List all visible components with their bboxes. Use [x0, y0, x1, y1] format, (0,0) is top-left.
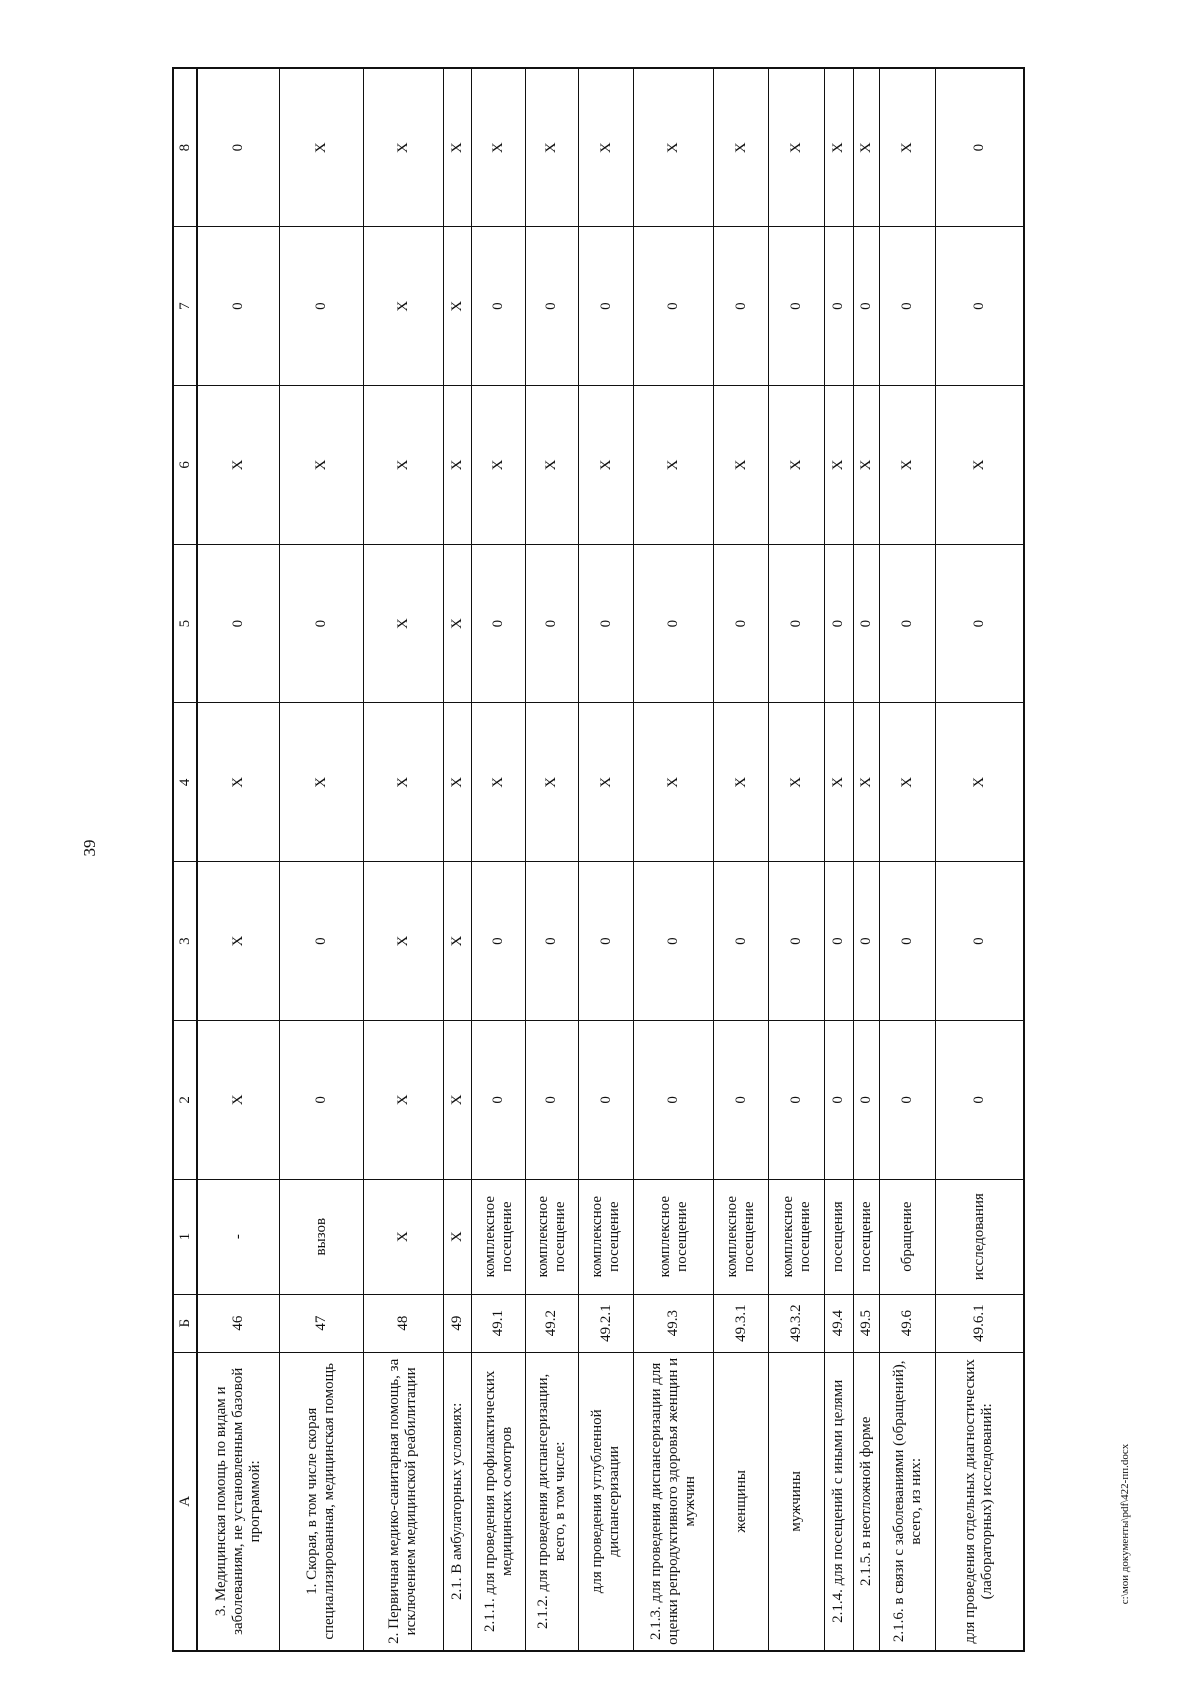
- cell-col-7: 0: [769, 227, 824, 386]
- cell-col-8: X: [443, 68, 472, 227]
- table-row: [853, 68, 880, 1651]
- cell-col-2: 0: [769, 1020, 824, 1179]
- table-row: [443, 68, 472, 1651]
- cell-code: 49.6: [880, 1294, 935, 1352]
- cell-name: мужчины: [769, 1352, 824, 1651]
- cell-unit: посещение: [853, 1179, 880, 1294]
- cell-col-8: X: [578, 68, 633, 227]
- cell-code: 49.2.1: [578, 1294, 633, 1352]
- header-col-b: Б: [173, 1294, 197, 1352]
- cell-col-7: 0: [525, 227, 578, 386]
- cell-code: 49.6.1: [935, 1294, 1024, 1352]
- cell-col-8: X: [769, 68, 824, 227]
- table-row: [634, 68, 714, 1651]
- cell-name: 2. Первичная медико-санитарная помощь, за исключением медицинской реабилитации: [363, 1352, 443, 1651]
- cell-col-2: 0: [853, 1020, 880, 1179]
- cell-code: 49.3.1: [714, 1294, 769, 1352]
- cell-col-4: X: [443, 703, 472, 862]
- cell-col-5: 0: [880, 544, 935, 703]
- cell-col-2: X: [197, 1020, 279, 1179]
- cell-col-3: 0: [525, 862, 578, 1021]
- cell-col-8: X: [634, 68, 714, 227]
- cell-col-3: 0: [935, 862, 1024, 1021]
- cell-col-5: 0: [935, 544, 1024, 703]
- cell-col-4: X: [634, 703, 714, 862]
- cell-unit: обращение: [880, 1179, 935, 1294]
- footer-file-path: [1119, 1443, 1131, 1605]
- cell-col-8: X: [279, 68, 363, 227]
- table-body: [197, 68, 1024, 1651]
- header-col-1: 1: [173, 1179, 197, 1294]
- cell-col-4: X: [935, 703, 1024, 862]
- cell-col-2: 0: [279, 1020, 363, 1179]
- cell-col-5: 0: [578, 544, 633, 703]
- cell-col-4: X: [578, 703, 633, 862]
- cell-code: 49.4: [824, 1294, 853, 1352]
- cell-col-7: 0: [197, 227, 279, 386]
- cell-col-5: 0: [853, 544, 880, 703]
- cell-col-6: X: [279, 386, 363, 545]
- cell-col-6: X: [197, 386, 279, 545]
- cell-col-3: X: [443, 862, 472, 1021]
- cell-col-3: 0: [880, 862, 935, 1021]
- cell-name: 2.1.6. в связи с заболеваниями (обращений), всего, из них:: [880, 1352, 935, 1651]
- footer-file-path-text: c:\мои документы\pdf\422-пп.docx: [1119, 1443, 1131, 1605]
- cell-col-8: X: [363, 68, 443, 227]
- page-number: 39: [80, 839, 99, 857]
- table-row: [279, 68, 363, 1651]
- cell-code: 47: [279, 1294, 363, 1352]
- cell-unit: X: [363, 1179, 443, 1294]
- cell-unit: комплексное посещение: [714, 1179, 769, 1294]
- cell-code: 49.2: [525, 1294, 578, 1352]
- cell-code: 49.1: [472, 1294, 525, 1352]
- table-row: [578, 68, 633, 1651]
- cell-col-7: 0: [935, 227, 1024, 386]
- cell-col-5: 0: [197, 544, 279, 703]
- cell-col-7: 0: [578, 227, 633, 386]
- cell-col-6: X: [363, 386, 443, 545]
- cell-col-6: X: [634, 386, 714, 545]
- cell-code: 49.5: [853, 1294, 880, 1352]
- cell-unit: комплексное посещение: [472, 1179, 525, 1294]
- cell-name: 2.1.1. для проведения профилактических медицинских осмотров: [472, 1352, 525, 1651]
- cell-unit: вызов: [279, 1179, 363, 1294]
- cell-col-4: X: [279, 703, 363, 862]
- cell-name: 2.1. В амбулаторных условиях:: [443, 1352, 472, 1651]
- cell-col-6: X: [824, 386, 853, 545]
- cell-col-3: 0: [853, 862, 880, 1021]
- cell-col-4: X: [363, 703, 443, 862]
- cell-col-4: X: [525, 703, 578, 862]
- cell-col-6: X: [578, 386, 633, 545]
- cell-col-5: 0: [634, 544, 714, 703]
- table-row: [824, 68, 853, 1651]
- cell-code: 48: [363, 1294, 443, 1352]
- cell-col-8: X: [824, 68, 853, 227]
- cell-col-8: X: [714, 68, 769, 227]
- cell-col-2: 0: [714, 1020, 769, 1179]
- cell-col-3: 0: [769, 862, 824, 1021]
- cell-col-2: 0: [880, 1020, 935, 1179]
- cell-col-5: 0: [472, 544, 525, 703]
- cell-col-3: 0: [634, 862, 714, 1021]
- cell-col-7: 0: [279, 227, 363, 386]
- cell-col-3: 0: [279, 862, 363, 1021]
- header-col-5: 5: [173, 544, 197, 703]
- cell-col-4: X: [853, 703, 880, 862]
- cell-col-2: X: [443, 1020, 472, 1179]
- cell-col-2: X: [363, 1020, 443, 1179]
- cell-unit: X: [443, 1179, 472, 1294]
- cell-code: 49.3: [634, 1294, 714, 1352]
- data-table: [172, 67, 1025, 1652]
- table-row: [714, 68, 769, 1651]
- cell-col-5: 0: [824, 544, 853, 703]
- cell-col-6: X: [853, 386, 880, 545]
- table-row: [197, 68, 279, 1651]
- cell-col-6: X: [769, 386, 824, 545]
- cell-col-3: X: [197, 862, 279, 1021]
- cell-unit: исследования: [935, 1179, 1024, 1294]
- header-col-8: 8: [173, 68, 197, 227]
- cell-col-4: X: [714, 703, 769, 862]
- cell-name: для проведения отдельных диагностических (лабораторных) исследований:: [935, 1352, 1024, 1651]
- cell-col-7: X: [363, 227, 443, 386]
- cell-unit: комплексное посещение: [525, 1179, 578, 1294]
- header-col-a: А: [173, 1352, 197, 1651]
- cell-col-8: X: [853, 68, 880, 227]
- cell-unit: комплексное посещение: [578, 1179, 633, 1294]
- cell-col-7: X: [443, 227, 472, 386]
- cell-unit: комплексное посещение: [769, 1179, 824, 1294]
- cell-code: 46: [197, 1294, 279, 1352]
- cell-col-4: X: [197, 703, 279, 862]
- cell-name: 1. Скорая, в том числе скорая специализированная, медицинская помощь: [279, 1352, 363, 1651]
- cell-col-6: X: [443, 386, 472, 545]
- table-row: [769, 68, 824, 1651]
- cell-col-3: 0: [472, 862, 525, 1021]
- header-col-7: 7: [173, 227, 197, 386]
- table-row: [935, 68, 1024, 1651]
- cell-unit: посещения: [824, 1179, 853, 1294]
- cell-col-5: 0: [279, 544, 363, 703]
- cell-col-7: 0: [824, 227, 853, 386]
- cell-col-2: 0: [578, 1020, 633, 1179]
- table-row: [525, 68, 578, 1651]
- table-wrapper: [172, 67, 1025, 1652]
- cell-name: 2.1.2. для проведения диспансеризации, всего, в том числе:: [525, 1352, 578, 1651]
- cell-col-7: 0: [714, 227, 769, 386]
- cell-code: 49.3.2: [769, 1294, 824, 1352]
- cell-col-4: X: [824, 703, 853, 862]
- cell-col-6: X: [472, 386, 525, 545]
- cell-col-4: X: [880, 703, 935, 862]
- table-row: [472, 68, 525, 1651]
- cell-col-6: X: [714, 386, 769, 545]
- cell-name: 3. Медицинская помощь по видам и заболеваниям, не установленным базовой программой:: [197, 1352, 279, 1651]
- cell-col-8: 0: [935, 68, 1024, 227]
- cell-col-2: 0: [634, 1020, 714, 1179]
- cell-col-2: 0: [935, 1020, 1024, 1179]
- cell-col-3: 0: [824, 862, 853, 1021]
- cell-col-5: 0: [714, 544, 769, 703]
- cell-col-3: X: [363, 862, 443, 1021]
- cell-col-5: X: [443, 544, 472, 703]
- cell-name: для проведения углубленной диспансеризации: [578, 1352, 633, 1651]
- cell-col-8: X: [880, 68, 935, 227]
- cell-col-7: 0: [472, 227, 525, 386]
- cell-col-5: 0: [769, 544, 824, 703]
- cell-name: 2.1.4. для посещений с иными целями: [824, 1352, 853, 1651]
- cell-unit: -: [197, 1179, 279, 1294]
- cell-col-8: X: [525, 68, 578, 227]
- cell-name: 2.1.5. в неотложной форме: [853, 1352, 880, 1651]
- cell-col-3: 0: [714, 862, 769, 1021]
- header-col-6: 6: [173, 386, 197, 545]
- cell-col-6: X: [935, 386, 1024, 545]
- cell-col-7: 0: [853, 227, 880, 386]
- header-col-4: 4: [173, 703, 197, 862]
- cell-col-4: X: [472, 703, 525, 862]
- cell-col-7: 0: [634, 227, 714, 386]
- header-col-2: 2: [173, 1020, 197, 1179]
- cell-col-5: X: [363, 544, 443, 703]
- cell-name: женщины: [714, 1352, 769, 1651]
- cell-col-5: 0: [525, 544, 578, 703]
- cell-col-8: X: [472, 68, 525, 227]
- cell-col-2: 0: [525, 1020, 578, 1179]
- header-col-3: 3: [173, 862, 197, 1021]
- cell-col-4: X: [769, 703, 824, 862]
- cell-col-7: 0: [880, 227, 935, 386]
- cell-unit: комплексное посещение: [634, 1179, 714, 1294]
- cell-name: 2.1.3. для проведения диспансеризации для оценки репродуктивного здоровья женщин и мужчин: [634, 1352, 714, 1651]
- table-row: [363, 68, 443, 1651]
- cell-code: 49: [443, 1294, 472, 1352]
- cell-col-3: 0: [578, 862, 633, 1021]
- table-row: [880, 68, 935, 1651]
- cell-col-2: 0: [472, 1020, 525, 1179]
- cell-col-6: X: [525, 386, 578, 545]
- cell-col-2: 0: [824, 1020, 853, 1179]
- header-row: [173, 68, 197, 1651]
- cell-col-6: X: [880, 386, 935, 545]
- cell-col-8: 0: [197, 68, 279, 227]
